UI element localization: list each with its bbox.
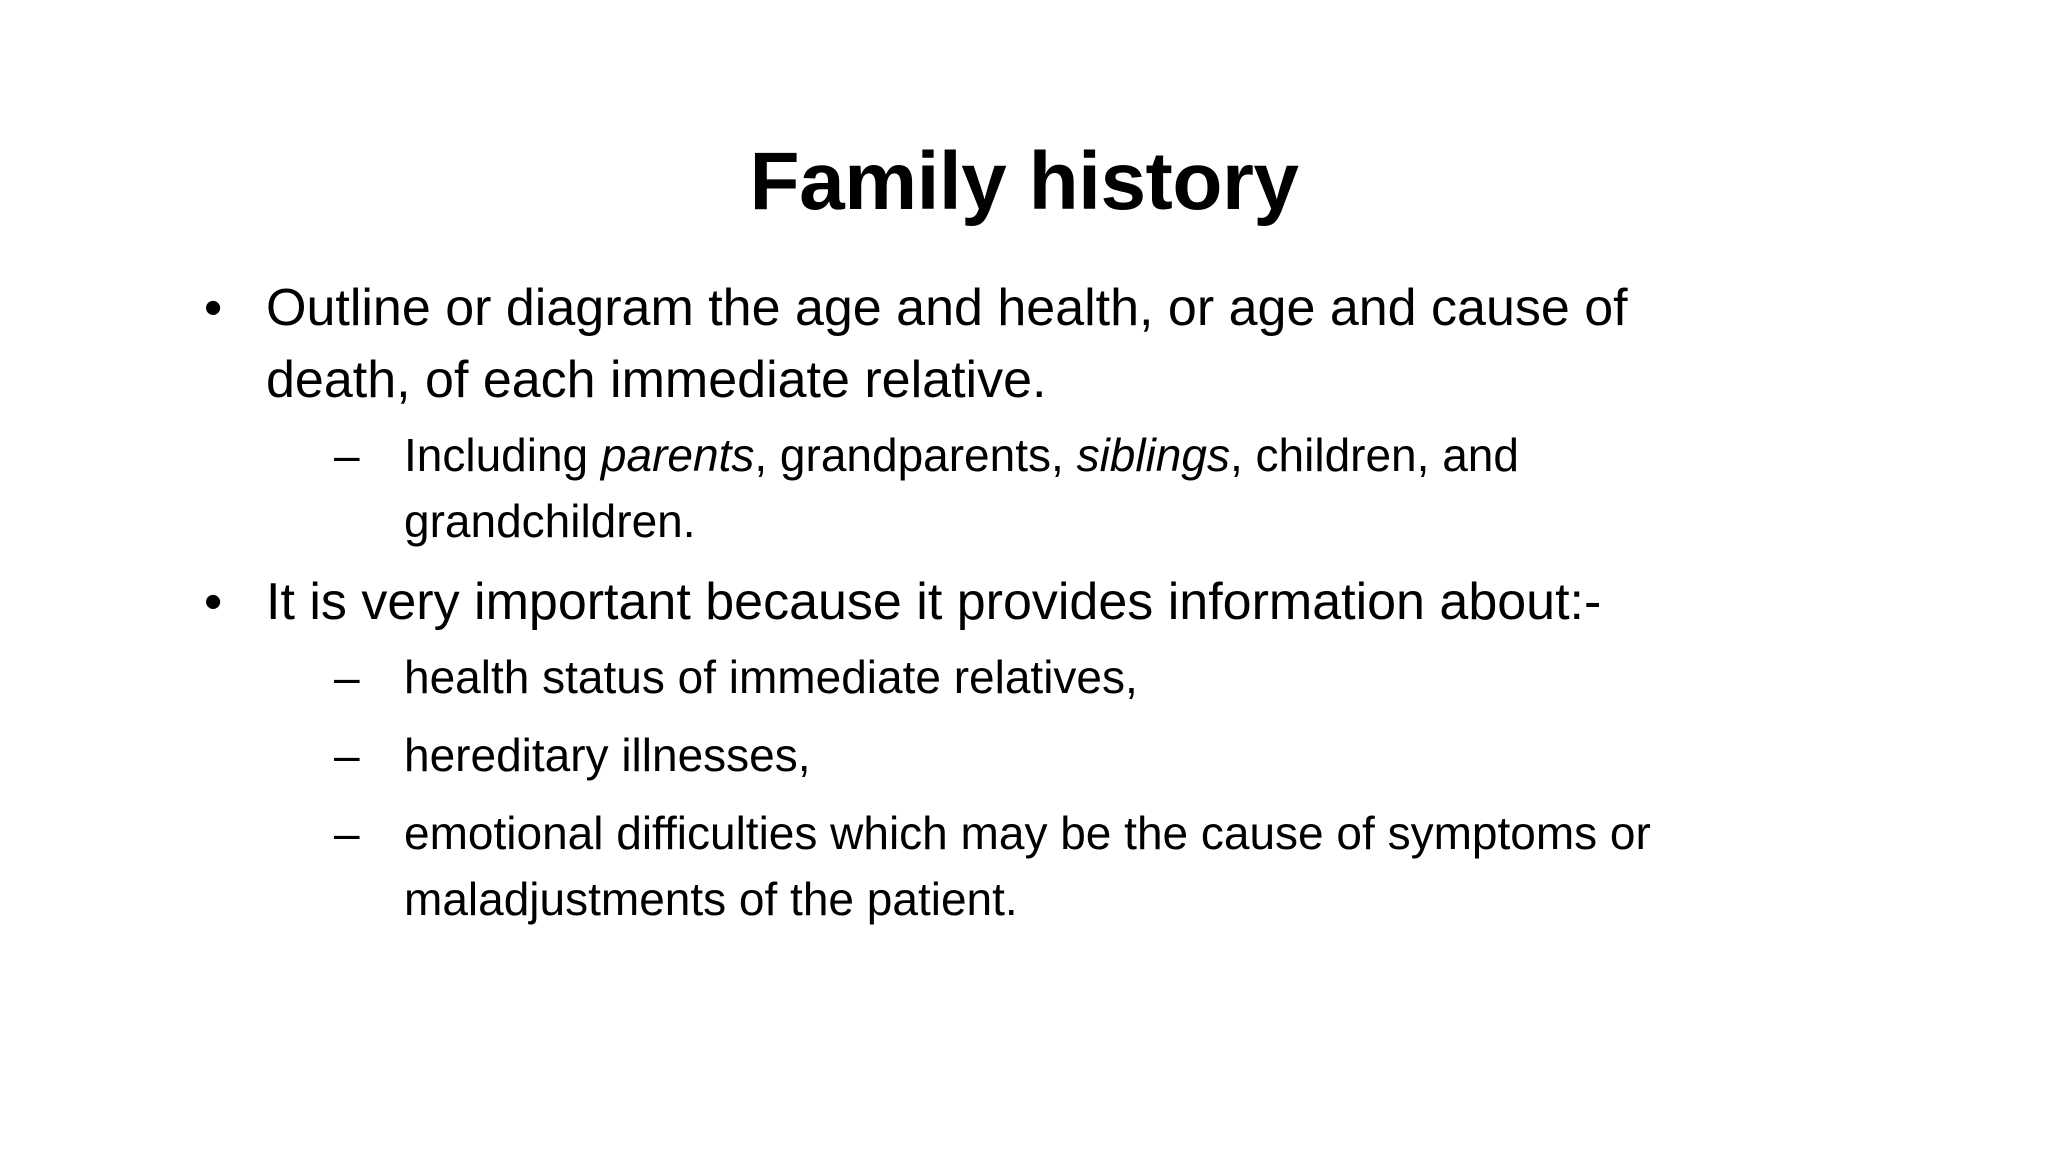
bullet-text: It is very important because it provides information about:- (266, 573, 1602, 631)
sub-text-part: , grandparents, (754, 429, 1077, 481)
dash-icon: – (334, 651, 360, 703)
sub-bullet-text (404, 429, 1519, 547)
sub-bullet-text: hereditary illnesses, (404, 729, 811, 781)
slide-title: Family history (749, 136, 1299, 227)
sub-text-part: , children, and grandchildren. (404, 429, 1519, 547)
sub-bullet-text: health status of immediate relatives, (404, 651, 1138, 703)
dash-icon: – (334, 807, 360, 859)
sub-bullet-item (334, 644, 1764, 710)
dash-icon: – (334, 729, 360, 781)
sub-text-italic: parents (600, 429, 755, 481)
sub-bullet-item (334, 722, 1764, 788)
sub-bullet-item (334, 800, 1764, 932)
sub-bullet-item (334, 422, 1764, 554)
dash-icon: – (334, 429, 360, 481)
slide-content (204, 272, 1764, 944)
bullet-icon: • (204, 279, 223, 337)
bullet-item (204, 272, 1764, 416)
bullet-icon: • (204, 573, 223, 631)
sub-text-part: Including (404, 429, 601, 481)
bullet-item (204, 566, 1764, 638)
sub-text-italic: siblings (1076, 429, 1230, 481)
bullet-text: Outline or diagram the age and health, or age and cause of death, of each immediate relative. (266, 279, 1628, 409)
sub-bullet-text: emotional difficulties which may be the cause of symptoms or maladjustments of the patient. (404, 807, 1651, 925)
